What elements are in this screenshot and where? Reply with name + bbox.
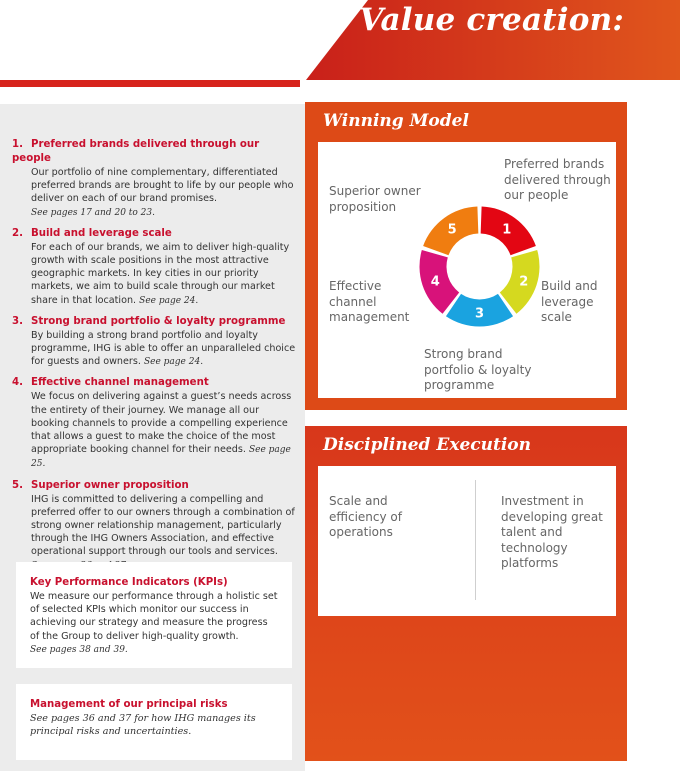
page-reference: See page 24.	[143, 357, 204, 368]
donut-segment-number: 2	[519, 274, 529, 290]
kpi-box-title: Key Performance Indicators (KPIs)	[30, 577, 228, 588]
page-title: Value creation:	[359, 2, 624, 38]
page-reference: See pages 38 and 39.	[30, 644, 128, 655]
risk-box	[16, 684, 292, 760]
disciplined-execution-card	[318, 466, 616, 616]
page-reference: See page 25.	[31, 445, 291, 470]
list-item	[12, 138, 297, 220]
kpi-box-body: We measure our performance through a holistic set of selected KPIs which monitor our success in achieving our strategy and measure the progress of the Group to deliver high-quality growth. See pages 38 and 39.	[30, 591, 278, 655]
header-red-rule	[0, 80, 300, 87]
list-item	[12, 376, 297, 471]
label-brand-portfolio: Strong brand portfolio & loyalty programme	[424, 347, 532, 392]
item-body: Our portfolio of nine complementary, differentiated preferred brands are brought to life by our people who deliver on each of our brand promises. See pages 17 and 20 to 23.	[31, 167, 294, 218]
label-preferred-brands: Preferred brands delivered through our people	[504, 157, 611, 202]
donut-segment-number: 1	[502, 222, 512, 238]
item-title: 1. Preferred brands delivered through our people	[12, 139, 260, 164]
donut-segment-number: 4	[430, 274, 440, 290]
winning-model-card	[318, 142, 616, 398]
label-build-scale: Build and leverage scale	[541, 279, 598, 324]
winning-model-panel	[305, 102, 627, 410]
item-body: By building a strong brand portfolio and loyalty programme, IHG is able to offer an unparalleled choice for guests and owners. See page 24.	[31, 329, 296, 368]
label-channel-management: Effective channel management	[329, 279, 410, 324]
donut-segment-number: 5	[447, 222, 457, 238]
label-superior-owner: Superior owner proposition	[329, 184, 421, 214]
list-item	[12, 479, 297, 573]
item-title: 4. Effective channel management	[12, 377, 209, 389]
label-investment: Investment in developing great talent and technology platforms	[501, 494, 603, 570]
label-scale-efficiency: Scale and efficiency of operations	[329, 494, 402, 539]
kpi-box	[16, 562, 292, 668]
item-title: 2. Build and leverage scale	[12, 227, 172, 239]
item-title: 5. Superior owner proposition	[12, 479, 189, 491]
winning-model-title: Winning Model	[323, 111, 469, 131]
item-body: We focus on delivering against a guest’s needs across the entirety of their journey. We manage all our booking channels to provide a compelling experience that allows a guest to make the choice of the most appropriate booking channel for their needs. See page 25.	[31, 391, 292, 470]
item-body: IHG is committed to delivering a compelling and preferred offer to our owners through a combination of strong owner relationship management, particularly through the IHG Owners Association, and effective operational support through our tools and services.	[31, 493, 297, 573]
donut-segment-number: 3	[474, 306, 485, 322]
disciplined-execution-title: Disciplined Execution	[323, 435, 531, 455]
disciplined-execution-panel	[305, 426, 627, 761]
list-item	[12, 227, 297, 308]
page-reference: See pages 36 and 37 for how IHG manages its principal risks and uncertainties.	[30, 713, 256, 738]
winning-model-donut	[418, 205, 541, 328]
item-title: 3. Strong brand portfolio & loyalty programme	[12, 315, 286, 327]
column-divider	[475, 480, 476, 600]
item-body: For each of our brands, we aim to deliver high-quality growth with scale positions in the most attractive geographic markets. In key cities in our priority markets, we aim to build scale through our market share in that location. See page 24.	[31, 241, 290, 306]
page-reference: See pages 17 and 20 to 23.	[31, 207, 155, 218]
risk-box-title: Management of our principal risks	[30, 699, 228, 710]
value-creation-list	[12, 138, 297, 580]
list-item	[12, 315, 297, 370]
page-reference: See page 24.	[139, 295, 199, 306]
